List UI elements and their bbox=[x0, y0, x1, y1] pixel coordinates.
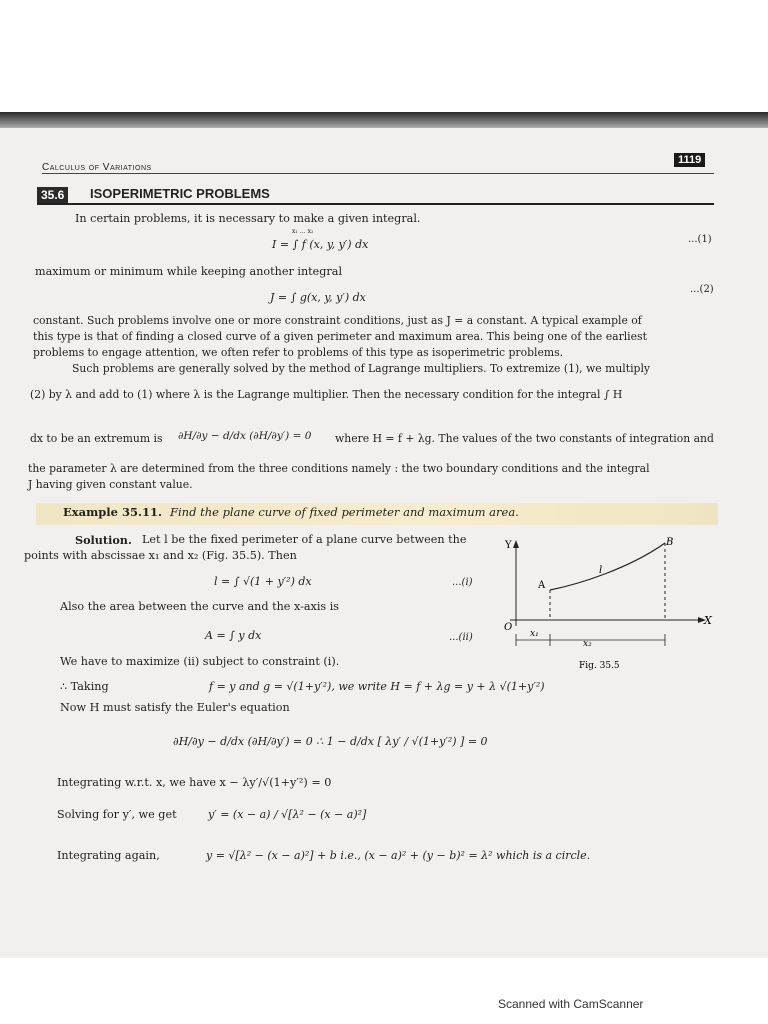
section-title: ISOPERIMETRIC PROBLEMS bbox=[90, 186, 270, 201]
figure-label-b: B bbox=[666, 537, 674, 548]
integrating-again-equation: y = √[λ² − (x − a)²] + b i.e., (x − a)² + (y − b)² = λ² which is a circle. bbox=[206, 849, 591, 862]
figure-label-o: O bbox=[504, 622, 513, 633]
figure-label-y: Y bbox=[505, 540, 512, 551]
equation-ii: A = ∫ y dx bbox=[205, 629, 262, 642]
euler-equation: ∂H/∂y − d/dx (∂H/∂y′) = 0 ∴ 1 − d/dx [ λy′ / √(1+y′²) ] = 0 bbox=[173, 735, 488, 748]
example-title: Find the plane curve of fixed perimeter and maximum area. bbox=[170, 505, 519, 519]
area-text: Also the area between the curve and the x-axis is bbox=[60, 600, 340, 613]
paragraph-intro: In certain problems, it is necessary to make a given integral. bbox=[75, 212, 421, 225]
solution-line-2: points with abscissae x₁ and x₂ (Fig. 35.5). Then bbox=[24, 549, 297, 562]
taking-equation: f = y and g = √(1+y′²), we write H = f + λg = y + λ √(1+y′²) bbox=[209, 680, 545, 693]
euler-condition: ∂H/∂y − d/dx (∂H/∂y′) = 0 bbox=[178, 430, 312, 442]
equation-2: J = ∫ g(x, y, y′) dx bbox=[270, 291, 366, 304]
integrating-text: Integrating w.r.t. x, we have x − λy′/√(1+y′²) = 0 bbox=[57, 776, 332, 789]
y-axis-arrow bbox=[513, 540, 519, 548]
equation-1-limits: x₁ … x₂ bbox=[292, 228, 314, 235]
paragraph-constant-l1: constant. Such problems involve one or more constraint conditions, just as J = a constant. A typical example of bbox=[33, 314, 642, 327]
paragraph-lagrange-l3b: where H = f + λg. The values of the two constants of integration and bbox=[335, 432, 714, 445]
solution-line-1: Let l be the fixed perimeter of a plane curve between the bbox=[142, 533, 467, 546]
paragraph-lagrange-l4: the parameter λ are determined from the three conditions namely : the two boundary conditions and the integral bbox=[28, 462, 650, 475]
solving-equation: y′ = (x − a) / √[λ² − (x − a)²] bbox=[208, 808, 367, 821]
equation-1-number: ...(1) bbox=[688, 234, 712, 245]
paragraph-lagrange-l5: J having given constant value. bbox=[28, 478, 193, 491]
solution-label: Solution. bbox=[75, 533, 132, 547]
example-label: Example 35.11. bbox=[63, 505, 162, 519]
paragraph-lagrange-l2: (2) by λ and add to (1) where λ is the Lagrange multiplier. Then the necessary condition for the integral ∫ H bbox=[30, 388, 623, 401]
paragraph-second: maximum or minimum while keeping another integral bbox=[35, 265, 343, 278]
section-number: 35.6 bbox=[37, 187, 68, 203]
header-rule bbox=[42, 173, 714, 174]
paragraph-constant-l2: this type is that of finding a closed curve of a given perimeter and maximum area. This being one of the earliest bbox=[33, 330, 647, 343]
figure-label-a: A bbox=[538, 580, 546, 591]
integrating-again-label: Integrating again, bbox=[57, 849, 160, 862]
euler-text: Now H must satisfy the Euler's equation bbox=[60, 701, 290, 714]
paragraph-lagrange-l1: Such problems are generally solved by the method of Lagrange multipliers. To extremize (1), we multiply bbox=[72, 362, 650, 375]
equation-i-number: ...(i) bbox=[452, 577, 473, 588]
figure-label-x: X bbox=[704, 614, 712, 627]
curve-l bbox=[550, 543, 665, 590]
scanner-watermark: Scanned with CamScanner bbox=[498, 997, 644, 1011]
equation-ii-number: ...(ii) bbox=[449, 632, 473, 643]
figure-35-5 bbox=[470, 528, 720, 676]
figure-label-l: l bbox=[599, 565, 603, 576]
running-header: Calculus of Variations bbox=[42, 162, 152, 173]
figure-label-x1: x₁ bbox=[530, 629, 539, 639]
paragraph-lagrange-l3a: dx to be an extremum is bbox=[30, 432, 163, 445]
maximize-text: We have to maximize (ii) subject to constraint (i). bbox=[60, 655, 340, 668]
paragraph-constant-l3: problems to engage attention, we often refer to problems of this type as isoperimetric problems. bbox=[33, 346, 564, 359]
page-number: 1119 bbox=[674, 153, 705, 167]
equation-1: I = ∫ f (x, y, y′) dx bbox=[272, 238, 369, 251]
section-rule bbox=[37, 203, 714, 205]
taking-label: ∴ Taking bbox=[60, 680, 109, 693]
equation-i: l = ∫ √(1 + y′²) dx bbox=[214, 575, 312, 588]
equation-2-number: ...(2) bbox=[690, 284, 714, 295]
figure-label-x2: x₂ bbox=[583, 639, 592, 649]
figure-caption: Fig. 35.5 bbox=[579, 661, 620, 671]
solving-label: Solving for y′, we get bbox=[57, 808, 177, 821]
